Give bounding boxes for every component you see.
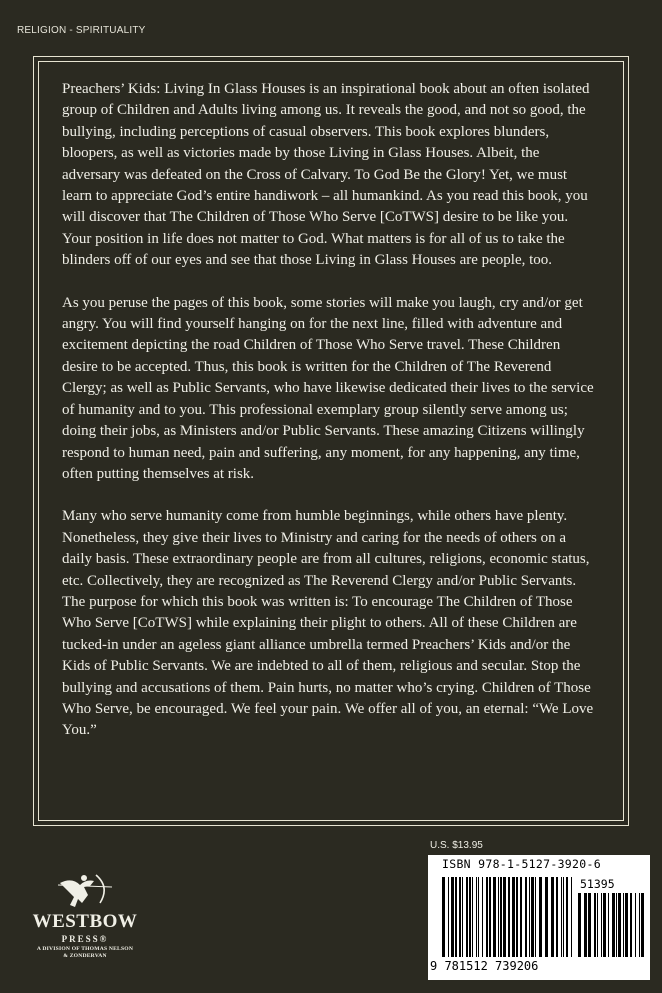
category-label: RELIGION - SPIRITUALITY [17,25,146,36]
addon-barcode-icon [578,893,644,957]
blurb-paragraph-1: Preachers’ Kids: Living In Glass Houses is an inspirational book about an often isolated group of Children and Adults living among us. It reveals the good, and not so good, the bullying, including perceptions of casual observers. This book explores blunders, bloopers, as well as victories made by those Living in Glass Houses. Albeit, the adversary was defeated on the Cross of Calvary. To God Be the Glory! Yet, we must learn to appreciate God’s entire handiwork – all humankind. As you read this book, you will discover that The Children of Those Who Serve [CoTWS] desire to be like you. Your position in life does not matter to God. What matters is for all of us to take the blinders off of our eyes and see that those Living in Glass Houses are people, too. [62,81,590,269]
back-cover-blurb [62,79,598,763]
blurb-paragraph-2: As you peruse the pages of this book, some stories will make you laugh, cry and/or get angry. You will find yourself hanging on for the next line, filled with adventure and excitement depicting the road Children of Those Who Serve travel. These Children desire to be accepted. Thus, this book is written for the Children of The Reverend Clergy; as well as Public Servants, who have likewise dedicated their lives to the service of humanity and to you. This professional exemplary group silently serve among us; doing their jobs, as Ministers and/or Public Servants. These amazing Citizens willingly respond to human need, pain and suffering, any moment, for any happening, any time, often putting themselves at risk. [62,294,594,482]
addon-number: 51395 [580,877,615,891]
blurb-paragraph-3: Many who serve humanity come from humble beginnings, while others have plenty. Nonetheless, they give their lives to Ministry and caring for the needs of others on a daily basis. These extraordinary people are from all cultures, religions, economic status, etc. Collectively, they are recognized as The Reverend Clergy and/or Public Servants. The purpose for which this book was written is: To encourage The Children of Those Who Serve [CoTWS] while explaining their plight to others. All of these Children are tucked-in under an ageless giant alliance umbrella termed Preachers’ Kids and/or the Kids of Public Servants. We are indebted to all of them, religious and secular. Stop the bullying and accusations of them. Pain hurts, no matter who’s crying. Children of Those Who Serve, be encouraged. We feel your pain. We offer all of you, an eternal: “We Love You.” [62,508,594,739]
publisher-logo [20,873,150,973]
ean-digits: 9 781512 739206 [430,959,539,973]
publisher-division-line1: A DIVISION OF THOMAS NELSON [36,946,134,952]
publisher-division [20,946,150,960]
publisher-name: WESTBOW [32,911,138,932]
isbn-label: ISBN 978-1-5127-3920-6 [442,857,601,871]
archer-logo-icon [20,873,150,913]
price-label: U.S. $13.95 [430,840,483,851]
publisher-press: PRESS® [61,934,109,944]
barcode-icon [442,877,574,957]
isbn-barcode-block [428,855,650,980]
publisher-division-line2: & ZONDERVAN [63,953,107,959]
